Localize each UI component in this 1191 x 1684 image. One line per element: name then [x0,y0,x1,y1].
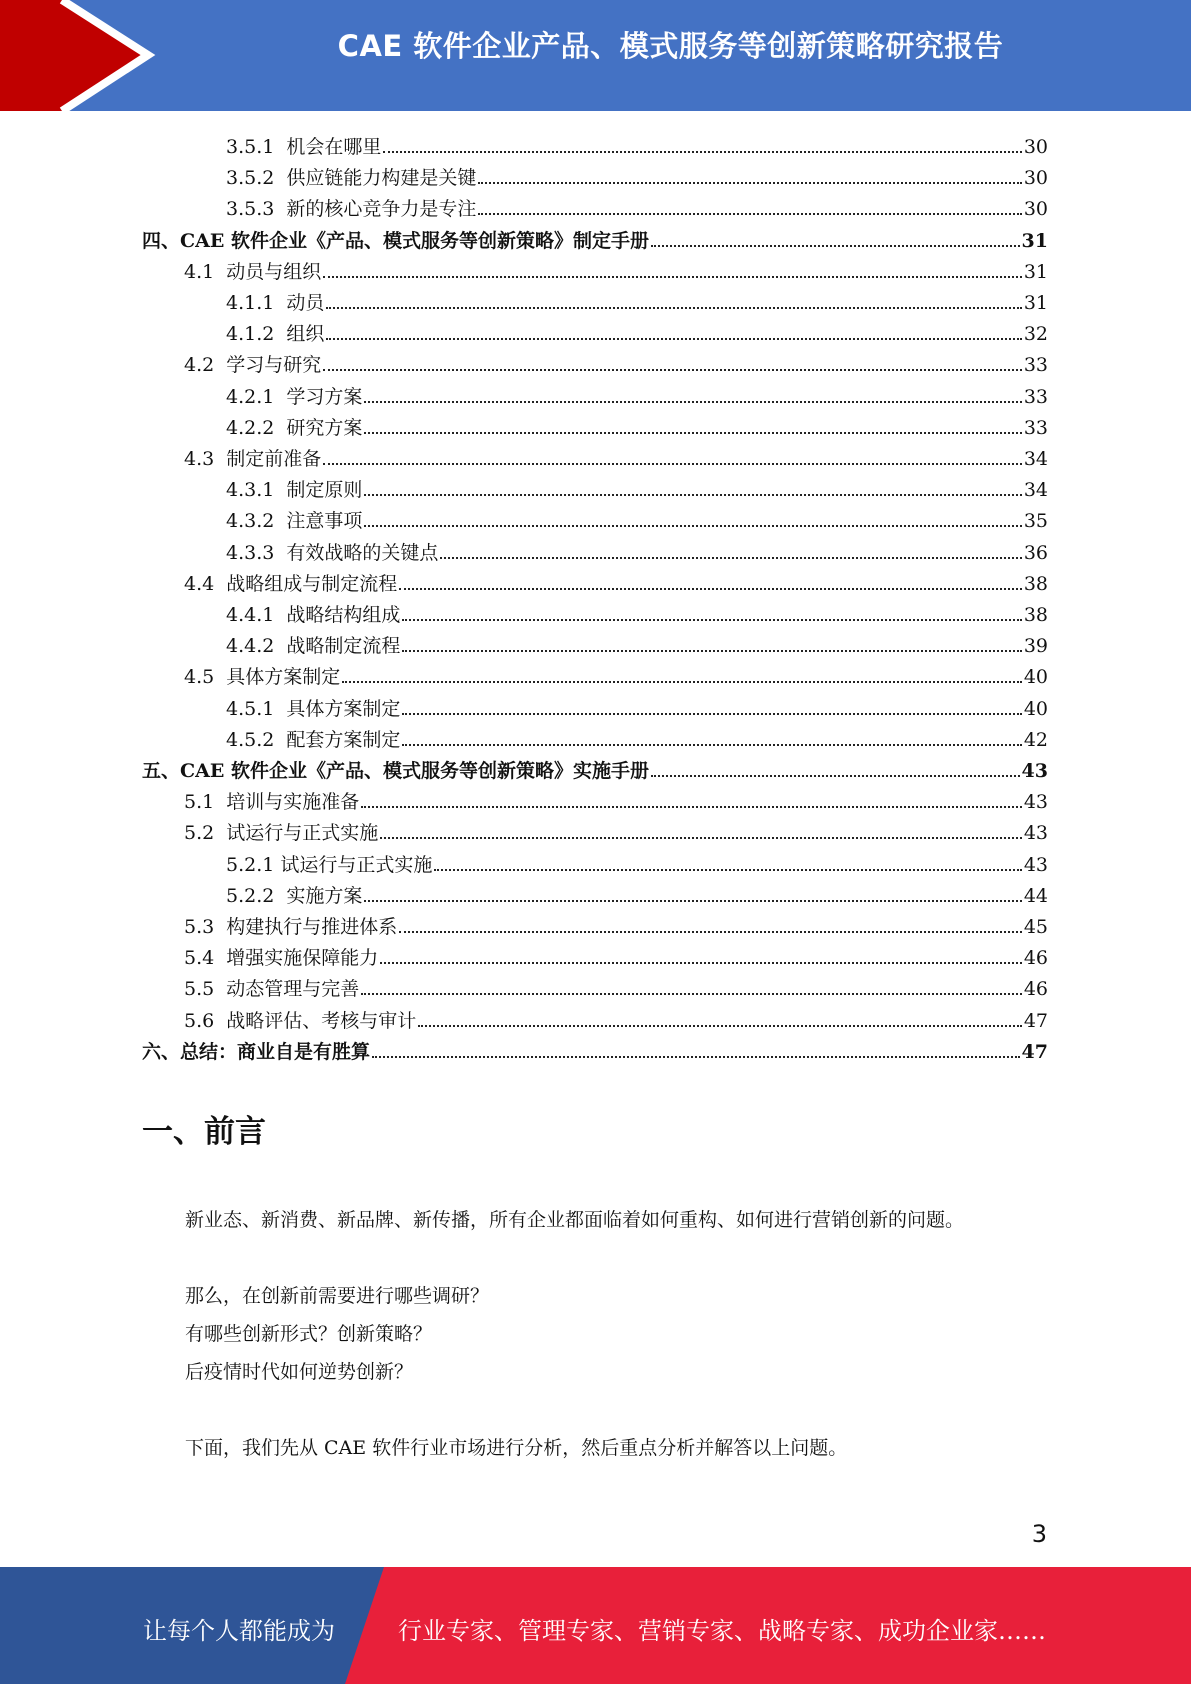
toc-entry-page: 30 [1023,198,1048,221]
toc-dot-leader [323,463,1022,465]
toc-entry-label: 4.4.1 战略结构组成 [226,604,401,626]
footer-slogan-right: 行业专家、管理专家、营销专家、战略专家、成功企业家…… [398,1617,1046,1645]
toc-entry-page: 33 [1023,385,1048,408]
question-line: 后疫情时代如何逆势创新？ [185,1361,414,1383]
toc-entry-page: 39 [1023,635,1048,658]
toc-entry[interactable] [226,721,1048,752]
toc-entry[interactable] [184,253,1048,284]
toc-entry-page: 40 [1023,666,1048,689]
toc-entry-page: 43 [1023,791,1048,814]
toc-entry-page: 30 [1023,136,1048,158]
header-title: CAE 软件企业产品、模式服务等创新策略研究报告 [337,29,1004,63]
toc-entry[interactable] [226,846,1048,877]
toc-entry-page: 46 [1023,978,1048,1001]
toc-entry-page: 42 [1023,728,1048,751]
toc-entry[interactable] [142,222,1048,253]
toc-entry-label: 4.1.2 组织 [226,323,325,346]
toc-entry[interactable] [226,190,1048,221]
toc-entry[interactable] [184,1002,1048,1033]
toc-dot-leader [364,900,1021,902]
toc-dot-leader [364,432,1021,434]
toc-entry-page: 45 [1023,916,1048,938]
toc-entry-label: 3.5.3 新的核心竞争力是专注 [226,198,477,221]
toc-dot-leader [651,245,1020,247]
toc-entry-page: 38 [1023,604,1048,626]
toc-dot-leader [383,151,1021,153]
toc-entry[interactable] [226,534,1048,565]
toc-entry-page: 34 [1023,448,1048,470]
toc-entry[interactable] [226,877,1048,908]
toc-entry[interactable] [184,939,1048,970]
question-line: 那么，在创新前需要进行哪些调研？ [185,1285,490,1307]
toc-entry-page: 47 [1023,1009,1048,1032]
toc-entry-page: 46 [1023,947,1048,970]
toc-dot-leader [440,557,1021,559]
page-header [0,0,1191,111]
toc-entry-label: 五、CAE 软件企业《产品、模式服务等创新策略》实施手册 [142,760,649,782]
toc-entry-page: 30 [1023,167,1048,190]
toc-entry-label: 4.5.1 具体方案制定 [226,697,401,720]
toc-entry-label: 4.2.1 学习方案 [226,385,363,408]
toc-entry-label: 3.5.2 供应链能力构建是关键 [226,167,477,190]
toc-dot-leader [372,1056,1020,1058]
toc-dot-leader [326,338,1021,340]
toc-entry[interactable] [184,346,1048,377]
toc-entry-label: 4.5.2 配套方案制定 [226,728,401,751]
toc-dot-leader [364,525,1021,527]
toc-dot-leader [342,681,1022,683]
toc-entry-page: 32 [1023,323,1048,346]
toc-entry-label: 4.1.1 动员 [226,292,325,314]
toc-dot-leader [478,182,1021,184]
toc-entry[interactable] [184,970,1048,1001]
toc-entry-label: 4.3.2 注意事项 [226,510,363,533]
toc-entry[interactable] [226,471,1048,502]
toc-entry[interactable] [142,752,1048,783]
toc-dot-leader [323,369,1022,371]
intro-paragraph: 新业态、新消费、新品牌、新传播，所有企业都面临着如何重构、如何进行营销创新的问题。 [185,1209,965,1231]
toc-entry-page: 31 [1021,229,1048,252]
toc-entry[interactable] [142,1033,1048,1064]
section-title: 一、前言 [142,1114,266,1150]
toc-entry-label: 5.2 试运行与正式实施 [184,822,379,845]
page-footer [0,1567,1191,1684]
toc-entry[interactable] [184,783,1048,814]
toc-entry-label: 5.1 培训与实施准备 [184,791,360,814]
toc-dot-leader [651,775,1020,777]
toc-dot-leader [402,713,1021,715]
toc-entry[interactable] [226,690,1048,721]
toc-entry-label: 5.3 构建执行与推进体系 [184,916,398,938]
toc-entry-page: 43 [1023,853,1048,876]
toc-dot-leader [380,962,1022,964]
toc-entry[interactable] [184,908,1048,939]
toc-dot-leader [399,931,1022,933]
toc-entry[interactable] [184,814,1048,845]
toc-dot-leader [380,837,1022,839]
toc-entry-page: 43 [1023,822,1048,845]
toc-entry-label: 5.2.1 试运行与正式实施 [226,853,433,876]
toc-dot-leader [402,650,1021,652]
toc-dot-leader [402,744,1021,746]
toc-dot-leader [361,806,1022,808]
toc-entry-page: 40 [1023,697,1048,720]
toc-entry-page: 38 [1023,572,1048,595]
toc-entry-label: 4.3.1 制定原则 [226,479,363,502]
toc-entry[interactable] [226,409,1048,440]
toc-dot-leader [418,1025,1022,1027]
toc-entry[interactable] [184,565,1048,596]
toc-entry-label: 5.4 增强实施保障能力 [184,947,379,970]
toc-dot-leader [434,869,1021,871]
toc-entry[interactable] [226,315,1048,346]
toc-entry-label: 5.6 战略评估、考核与审计 [184,1009,417,1032]
question-line: 有哪些创新形式？创新策略？ [185,1323,433,1345]
toc-entry-page: 34 [1023,479,1048,502]
toc-entry-label: 4.5 具体方案制定 [184,666,341,689]
toc-entry-page: 31 [1023,292,1048,314]
toc-entry[interactable] [226,378,1048,409]
toc-entry-label: 4.4.2 战略制定流程 [226,635,401,658]
toc-dot-leader [364,494,1021,496]
toc-entry-page: 33 [1023,354,1048,377]
toc-dot-leader [402,619,1021,621]
toc-entry[interactable] [226,502,1048,533]
toc-dot-leader [323,276,1022,278]
footer-slogan-left: 让每个人都能成为 [143,1617,335,1645]
toc-entry-label: 4.3 制定前准备 [184,448,322,470]
toc-entry-label: 3.5.1 机会在哪里 [226,136,382,158]
toc-dot-leader [399,588,1022,590]
toc-entry-page: 43 [1021,760,1048,782]
toc-entry-label: 4.1 动员与组织 [184,260,322,283]
toc-entry-page: 36 [1023,541,1048,564]
toc-entry-label: 4.4 战略组成与制定流程 [184,572,398,595]
toc-entry-label: 4.2.2 研究方案 [226,416,363,439]
toc-dot-leader [361,993,1022,995]
toc-entry[interactable] [184,658,1048,689]
toc-dot-leader [326,307,1021,309]
toc-entry[interactable] [226,284,1048,315]
toc-entry[interactable] [226,596,1048,627]
toc-entry[interactable] [226,627,1048,658]
toc-dot-leader [364,401,1021,403]
toc-dot-leader [478,213,1021,215]
toc-entry-label: 六、总结：商业自是有胜算 [142,1040,371,1063]
toc-entry-page: 47 [1021,1040,1048,1063]
toc-entry-label: 4.3.3 有效战略的关键点 [226,541,439,564]
toc-entry[interactable] [184,440,1048,471]
closing-paragraph: 下面，我们先从 CAE 软件行业市场进行分析，然后重点分析并解答以上问题。 [185,1437,848,1459]
toc-entry-page: 35 [1023,510,1048,533]
toc-entry-label: 5.2.2 实施方案 [226,884,363,907]
toc-entry-label: 5.5 动态管理与完善 [184,978,360,1001]
toc-entry[interactable] [226,159,1048,190]
toc-entry-page: 31 [1023,260,1048,283]
toc-entry-label: 4.2 学习与研究 [184,354,322,377]
toc-entry[interactable] [226,128,1048,159]
toc-entry-page: 44 [1023,884,1048,907]
toc-entry-label: 四、CAE 软件企业《产品、模式服务等创新策略》制定手册 [142,229,649,252]
page-number: 3 [1031,1520,1047,1548]
toc-entry-page: 33 [1023,416,1048,439]
